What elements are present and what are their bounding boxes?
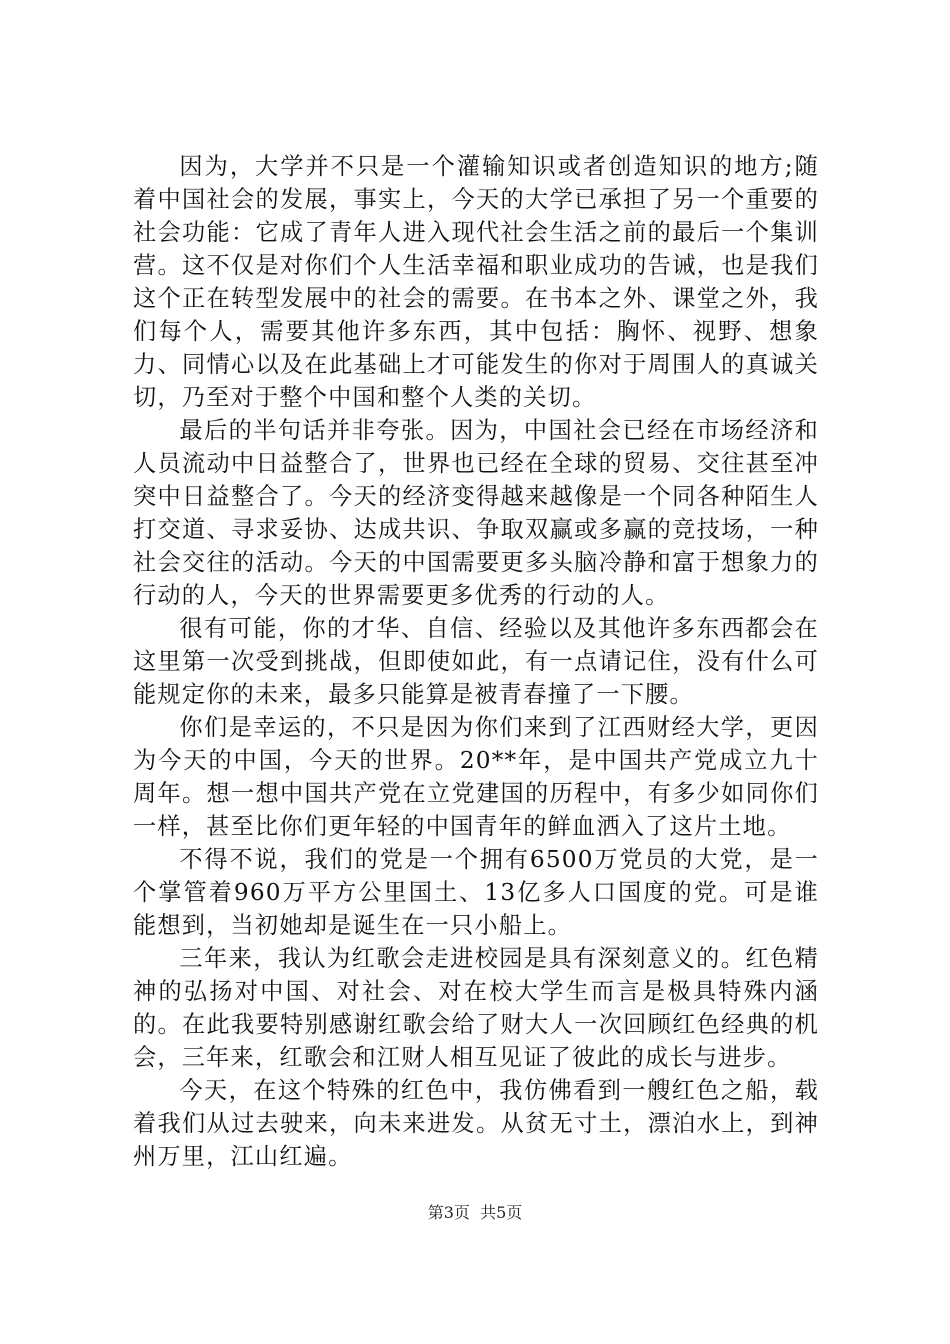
paragraph-5: 不得不说，我们的党是一个拥有6500万党员的大党，是一个掌管着960万平方公里国土、13亿多人口国度的党。可是谁能想到，当初她却是诞生在一只小船上。 (133, 846, 819, 939)
page-footer (0, 1203, 950, 1223)
paragraph-7: 今天，在这个特殊的红色中，我仿佛看到一艘红色之船，载着我们从过去驶来，向未来进发。从贫无寸土，漂泊水上，到神州万里，江山红遍。 (133, 1077, 819, 1170)
paragraph-2: 最后的半句话并非夸张。因为，中国社会已经在市场经济和人员流动中日益整合了，世界也已经在全球的贸易、交往甚至冲突中日益整合了。今天的经济变得越来越像是一个同各种陌生人打交道、寻求妥协、达成共识、争取双赢或多赢的竞技场，一种社会交往的活动。今天的中国需要更多头脑冷静和富于想象力的行动的人，今天的世界需要更多优秀的行动的人。 (133, 417, 819, 609)
body-text (133, 150, 819, 1173)
paragraph-6: 三年来，我认为红歌会走进校园是具有深刻意义的。红色精神的弘扬对中国、对社会、对在校大学生而言是极具特殊内涵的。在此我要特别感谢红歌会给了财大人一次回顾红色经典的机会，三年来，红歌会和江财人相互见证了彼此的成长与进步。 (133, 945, 819, 1071)
paragraph-4: 你们是幸运的，不只是因为你们来到了江西财经大学，更因为今天的中国，今天的世界。20**年，是中国共产党成立九十周年。想一想中国共产党在立党建国的历程中，有多少如同你们一样，甚至比你们更年轻的中国青年的鲜血洒入了这片土地。 (133, 714, 819, 840)
paragraph-1: 因为，大学并不只是一个灌输知识或者创造知识的地方;随着中国社会的发展，事实上，今天的大学已承担了另一个重要的社会功能：它成了青年人进入现代社会生活之前的最后一个集训营。这不仅是对你们个人生活幸福和职业成功的告诫，也是我们这个正在转型发展中的社会的需要。在书本之外、课堂之外，我们每个人，需要其他许多东西，其中包括：胸怀、视野、想象力、同情心以及在此基础上才可能发生的你对于周围人的真诚关切，乃至对于整个中国和整个人类的关切。 (133, 153, 819, 411)
paragraph-3: 很有可能，你的才华、自信、经验以及其他许多东西都会在这里第一次受到挑战，但即使如此，有一点请记住，没有什么可能规定你的未来，最多只能算是被青春撞了一下腰。 (133, 615, 819, 708)
page-number-label: 第3页 共5页 (427, 1203, 523, 1222)
